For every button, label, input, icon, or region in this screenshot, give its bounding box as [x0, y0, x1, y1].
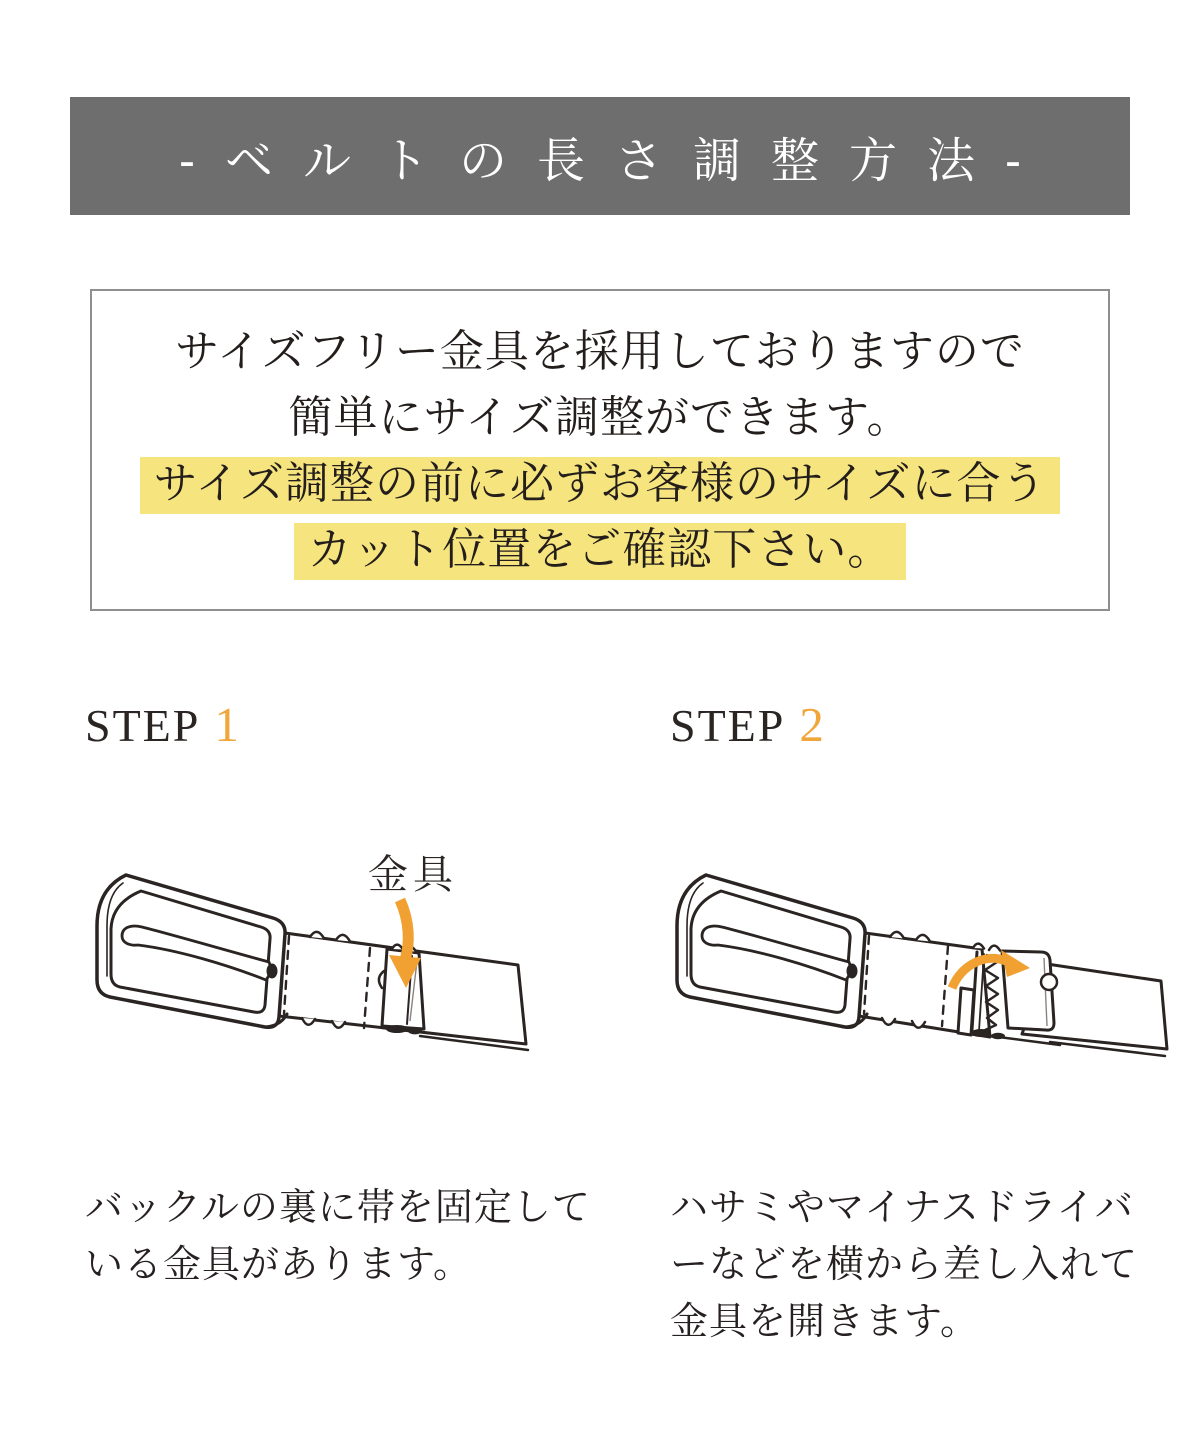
step1-number: 1 — [214, 697, 241, 752]
intro-line-highlighted: カット位置をご確認下さい。 — [92, 517, 1108, 583]
step1-word: STEP — [85, 700, 201, 751]
caption-line: ーなどを横から差し入れて — [670, 1244, 1139, 1286]
header-banner — [70, 97, 1130, 215]
intro-line-highlighted: サイズ調整の前に必ずお客様のサイズに合う — [92, 451, 1108, 517]
step2-belt-illustration — [640, 830, 1180, 1130]
belt-line-art — [97, 875, 528, 1050]
caption-line: 金具を開きます。 — [670, 1301, 979, 1343]
kanagu-label: 金具 — [368, 853, 458, 897]
step2-heading — [670, 696, 826, 753]
step2-number: 2 — [799, 697, 826, 752]
step2-caption — [670, 1180, 1200, 1351]
belt-line-art — [677, 875, 1167, 1056]
caption-line: ハサミやマイナスドライバ — [670, 1187, 1134, 1229]
step1-belt-illustration — [60, 830, 600, 1130]
step1-caption — [85, 1180, 625, 1294]
intro-line: 簡単にサイズ調整ができます。 — [288, 393, 912, 442]
caption-line: いる金具があります。 — [85, 1244, 472, 1286]
intro-line: サイズフリー金具を採用しておりますので — [175, 327, 1025, 376]
step2-word: STEP — [670, 700, 786, 751]
page-title: -ベルトの長さ調整方法- — [179, 134, 1051, 188]
intro-box — [90, 289, 1110, 611]
step1-heading — [85, 696, 241, 753]
caption-line: バックルの裏に帯を固定して — [85, 1187, 591, 1229]
